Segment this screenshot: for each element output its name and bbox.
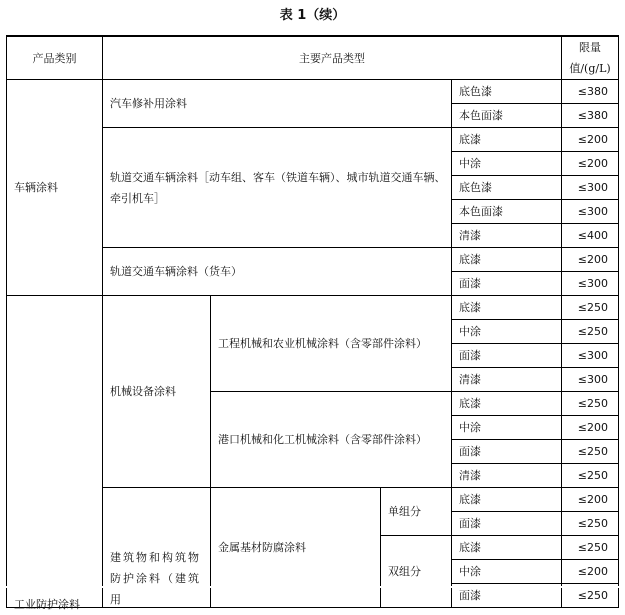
coat-cell: 中涂 bbox=[452, 320, 562, 344]
type-building-label: 建筑物和构筑物防护涂料（建筑用 bbox=[110, 551, 201, 606]
limit-cell: ≤380 bbox=[562, 80, 619, 104]
coat-cell: 清漆 bbox=[452, 368, 562, 392]
header-row bbox=[7, 36, 619, 80]
limit-cell: ≤250 bbox=[562, 464, 619, 488]
coat-cell: 底漆 bbox=[452, 128, 562, 152]
limit-cell: ≤200 bbox=[562, 416, 619, 440]
component-single: 单组分 bbox=[381, 488, 452, 536]
limit-cell: ≤250 bbox=[562, 584, 619, 608]
limit-cell: ≤300 bbox=[562, 344, 619, 368]
coat-cell: 底漆 bbox=[452, 392, 562, 416]
limit-cell: ≤200 bbox=[562, 488, 619, 512]
table-row bbox=[7, 80, 619, 104]
limit-cell: ≤250 bbox=[562, 440, 619, 464]
component-dual: 双组分 bbox=[381, 536, 452, 608]
header-main-type: 主要产品类型 bbox=[103, 36, 562, 80]
limit-cell: ≤300 bbox=[562, 272, 619, 296]
coat-cell: 面漆 bbox=[452, 440, 562, 464]
coat-cell: 底漆 bbox=[452, 536, 562, 560]
category-industrial bbox=[7, 296, 103, 611]
subtype-construction-agri: 工程机械和农业机械涂料（含零部件涂料） bbox=[211, 296, 452, 392]
limit-cell: ≤200 bbox=[562, 128, 619, 152]
coat-cell: 本色面漆 bbox=[452, 104, 562, 128]
type-rail-passenger: 轨道交通车辆涂料［动车组、客车（铁道车辆）、城市轨道交通车辆、牵引机车］ bbox=[103, 128, 452, 248]
table-title: 表 1（续） bbox=[279, 8, 346, 23]
limit-cell: ≤250 bbox=[562, 392, 619, 416]
table-row bbox=[7, 296, 619, 320]
coat-cell: 本色面漆 bbox=[452, 200, 562, 224]
type-building bbox=[103, 488, 211, 608]
limit-cell: ≤200 bbox=[562, 152, 619, 176]
coat-cell: 底色漆 bbox=[452, 176, 562, 200]
coat-cell: 底漆 bbox=[452, 488, 562, 512]
limit-cell: ≤200 bbox=[562, 248, 619, 272]
coat-cell: 清漆 bbox=[452, 464, 562, 488]
subtype-metal-anticorrosion: 金属基材防腐涂料 bbox=[211, 488, 381, 608]
limit-cell: ≤380 bbox=[562, 104, 619, 128]
coat-cell: 底漆 bbox=[452, 296, 562, 320]
limit-cell: ≤200 bbox=[562, 560, 619, 584]
coat-cell: 面漆 bbox=[452, 272, 562, 296]
limit-cell: ≤300 bbox=[562, 200, 619, 224]
limit-cell: ≤250 bbox=[562, 512, 619, 536]
limit-cell: ≤400 bbox=[562, 224, 619, 248]
limit-cell: ≤250 bbox=[562, 296, 619, 320]
header-category: 产品类别 bbox=[7, 36, 103, 80]
limit-cell: ≤300 bbox=[562, 176, 619, 200]
type-rail-freight: 轨道交通车辆涂料（货车） bbox=[103, 248, 452, 296]
coat-cell: 中涂 bbox=[452, 416, 562, 440]
type-auto-repair: 汽车修补用涂料 bbox=[103, 80, 452, 128]
subtype-port-chemical: 港口机械和化工机械涂料（含零部件涂料） bbox=[211, 392, 452, 488]
type-machinery: 机械设备涂料 bbox=[103, 296, 211, 488]
category-industrial-label: 工业防护涂料 bbox=[14, 598, 80, 611]
coat-cell: 中涂 bbox=[452, 152, 562, 176]
coat-cell: 底漆 bbox=[452, 248, 562, 272]
limit-cell: ≤250 bbox=[562, 536, 619, 560]
coat-cell: 面漆 bbox=[452, 344, 562, 368]
limit-cell: ≤250 bbox=[562, 320, 619, 344]
coat-cell: 底色漆 bbox=[452, 80, 562, 104]
limit-cell: ≤300 bbox=[562, 368, 619, 392]
coat-cell: 清漆 bbox=[452, 224, 562, 248]
header-limit: 限量值/(g/L) bbox=[562, 36, 619, 80]
coat-cell: 面漆 bbox=[452, 512, 562, 536]
category-vehicle: 车辆涂料 bbox=[7, 80, 103, 296]
coat-cell: 面漆 bbox=[452, 584, 562, 608]
voc-limit-table bbox=[6, 35, 619, 611]
coat-cell: 中涂 bbox=[452, 560, 562, 584]
